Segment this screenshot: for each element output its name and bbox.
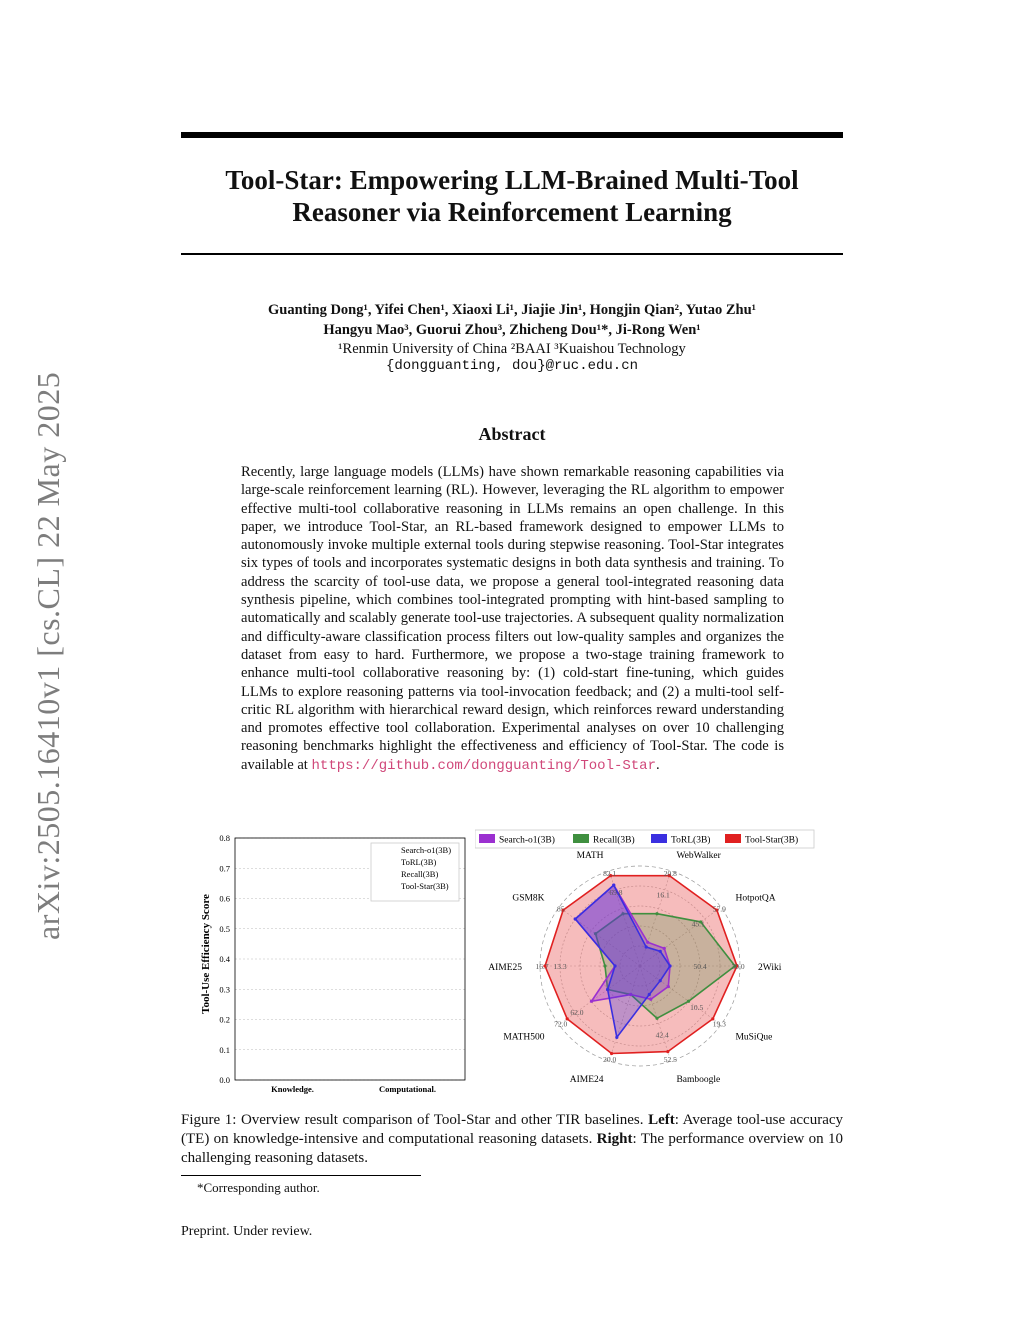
radar-axis-label: MATH	[576, 850, 604, 861]
radar-axis-label: GSM8K	[512, 893, 545, 904]
bar-xtick-label: Computational.	[379, 1084, 436, 1094]
caption-label: Figure 1:	[181, 1112, 237, 1128]
title-rule-top	[181, 132, 843, 138]
radar-tick-label: 16.7	[535, 962, 549, 971]
radar-legend-label: Tool-Star(3B)	[745, 835, 799, 846]
radar-point	[612, 884, 615, 887]
bar-ytick-label: 0.6	[219, 893, 230, 904]
radar-tick-label: 72.0	[554, 1019, 568, 1029]
abstract-end: .	[655, 756, 660, 773]
radar-axis-label: HotpotQA	[735, 893, 776, 904]
title-rule-bottom	[181, 253, 843, 255]
radar-chart	[475, 828, 820, 1090]
bar-xtick-label: Knowledge.	[271, 1084, 314, 1094]
bar-ytick-label: 0.7	[219, 863, 230, 874]
radar-tick-label: 82.1	[603, 868, 617, 878]
radar-legend-label: Search-o1(3B)	[499, 835, 555, 846]
bar-ylabel: Tool-Use Efficiency Score	[200, 894, 212, 1014]
radar-tick-label: 20.0	[603, 1055, 617, 1065]
footnote: *Corresponding author.	[197, 1180, 320, 1195]
bar-ytick-label: 0.5	[219, 923, 230, 934]
radar-tick-label: 85	[556, 904, 565, 914]
bar-legend-label: Recall(3B)	[401, 869, 439, 879]
radar-legend-swatch	[573, 834, 589, 843]
abstract-body	[241, 463, 784, 775]
abstract-heading: Abstract	[478, 424, 546, 444]
bar-chart	[195, 828, 475, 1100]
radar-tick-label: 57.9	[712, 904, 726, 914]
radar-tick-label: 20.8	[663, 868, 677, 878]
radar-point	[659, 979, 662, 982]
bar-ytick-label: 0.8	[219, 833, 230, 843]
radar-axis-label: AIME24	[569, 1075, 604, 1086]
abstract-text: Recently, large language models (LLMs) have shown remarkable reasoning capabilities via large-scale reinforcement learning (RL). However, leveraging the RL algorithm to empower effective multi-tool collaborative reasoning in LLMs remains an open challenge. In this paper, we introduce Tool-Star, an RL-based framework designed to empower LLMs to autonomously invoke multiple external tools during stepwise reasoning. Tool-Star integrates six types of tools and incorporates systematic designs in both data synthesis and training. To address the scarcity of tool-use data, we propose a general tool-integrated reasoning data synthesis pipeline, which combines tool-integrated prompting with hint-based sampling to automatically and scalably generate tool-use trajectories. A subsequent quality normalization and difficulty-aware classification process filters out low-quality samples and organizes the dataset from easy to hard. Furthermore, we propose a two-stage training framework to enhance multi-tool collaborative reasoning by: (1) cold-start fine-tuning, which guides LLMs to explore reasoning patterns via tool-invocation feedback; and (2) a multi-tool self-critic RL algorithm with hierarchical reward design, which reinforces reward understanding and promotes effective tool collaboration. Experimental analyses on over 10 challenging reasoning benchmarks highlight the effectiveness and efficiency of Tool-Star. The code is available at	[241, 464, 784, 773]
radar-point	[668, 964, 671, 967]
contact-email: {dongguanting, dou}@ruc.edu.cn	[385, 358, 639, 374]
arxiv-stamp: arXiv:2505.16410v1 [cs.CL] 22 May 2025	[30, 371, 66, 940]
radar-legend-label: ToRL(3B)	[671, 835, 711, 846]
radar-point	[615, 1036, 618, 1039]
radar-axis-label: 2Wiki	[758, 963, 782, 973]
radar-tick-label: 62.0	[570, 1007, 584, 1017]
radar-point	[574, 917, 577, 920]
radar-tick-label: 50.4	[693, 962, 707, 971]
radar-legend-swatch	[725, 834, 741, 843]
footnote-rule	[181, 1175, 421, 1176]
bar-ytick-label: 0.3	[219, 984, 230, 995]
radar-tick-label: 13.3	[553, 962, 567, 971]
authors-line-1: Guanting Dong¹, Yifei Chen¹, Xiaoxi Li¹, Jiajie Jin¹, Hongjin Qian², Yutao Zhu¹	[267, 302, 757, 318]
caption-text-1: Overview result comparison of Tool-Star and other TIR baselines.	[240, 1112, 644, 1128]
radar-legend-swatch	[651, 834, 667, 843]
radar-tick-label: 45.1	[691, 919, 705, 929]
radar-point	[659, 950, 662, 953]
title-line-2: Reasoner via Reinforcement Learning	[292, 197, 732, 227]
radar-point	[667, 985, 670, 988]
paper-title	[150, 164, 874, 228]
caption-text-3: : The performance overview on 10 challenging reasoning datasets.	[181, 1131, 844, 1166]
radar-axis-label: MuSiQue	[735, 1032, 773, 1043]
bar-ytick-label: 0.4	[219, 954, 230, 964]
radar-tick-label: 69.8	[609, 887, 623, 897]
bar-ytick-label: 0.1	[219, 1044, 230, 1055]
radar-axis-label: AIME25	[488, 963, 522, 973]
radar-legend-label: Recall(3B)	[593, 835, 635, 846]
radar-tick-label: 19.3	[712, 1019, 726, 1029]
bar-ytick-label: 0.2	[219, 1014, 230, 1025]
code-link[interactable]: https://github.com/dongguanting/Tool-Star	[311, 757, 656, 774]
caption-right: Right	[596, 1131, 633, 1147]
radar-axis-label: MATH500	[503, 1032, 545, 1043]
authors-line-2: Hangyu Mao³, Guorui Zhou³, Zhicheng Dou¹*, Ji-Rong Wen¹	[323, 322, 701, 338]
radar-legend-swatch	[479, 834, 495, 843]
radar-point	[645, 945, 648, 948]
bar-ytick-label: 0.0	[219, 1075, 230, 1085]
radar-point	[655, 912, 658, 915]
radar-point	[648, 993, 651, 996]
figure-caption	[181, 1111, 843, 1168]
bar-legend	[371, 843, 459, 901]
radar-point	[613, 964, 616, 967]
radar-point	[649, 998, 652, 1001]
title-line-1: Tool-Star: Empowering LLM-Brained Multi-Tool	[225, 165, 799, 195]
radar-tick-label: 42.4	[655, 1030, 669, 1040]
caption-text-2: : Average tool-use accuracy (TE) on knowledge-intensive and computational reasoning datasets.	[181, 1112, 844, 1147]
radar-point	[655, 1017, 658, 1020]
radar-point	[590, 1000, 593, 1003]
radar-point	[663, 947, 666, 950]
bar-legend-label: Search-o1(3B)	[401, 845, 452, 855]
preprint-note: Preprint. Under review.	[181, 1224, 313, 1239]
radar-point	[603, 964, 606, 967]
affiliations: ¹Renmin University of China ²BAAI ³Kuaishou Technology	[338, 341, 686, 357]
radar-point	[666, 1050, 669, 1053]
radar-axis-label: Bamboogle	[676, 1075, 721, 1086]
caption-left: Left	[648, 1112, 675, 1128]
radar-point	[646, 941, 649, 944]
radar-tick-label: 30.0	[731, 962, 745, 971]
radar-tick-label: 52.5	[663, 1055, 677, 1065]
radar-tick-label: 16.1	[656, 890, 670, 900]
bar-legend-label: Tool-Star(3B)	[401, 881, 449, 891]
author-list	[150, 300, 874, 340]
radar-tick-label: 10.5	[690, 1003, 704, 1013]
radar-point	[606, 988, 609, 991]
bar-legend-label: ToRL(3B)	[401, 857, 437, 867]
radar-axis-label: WebWalker	[676, 850, 721, 861]
